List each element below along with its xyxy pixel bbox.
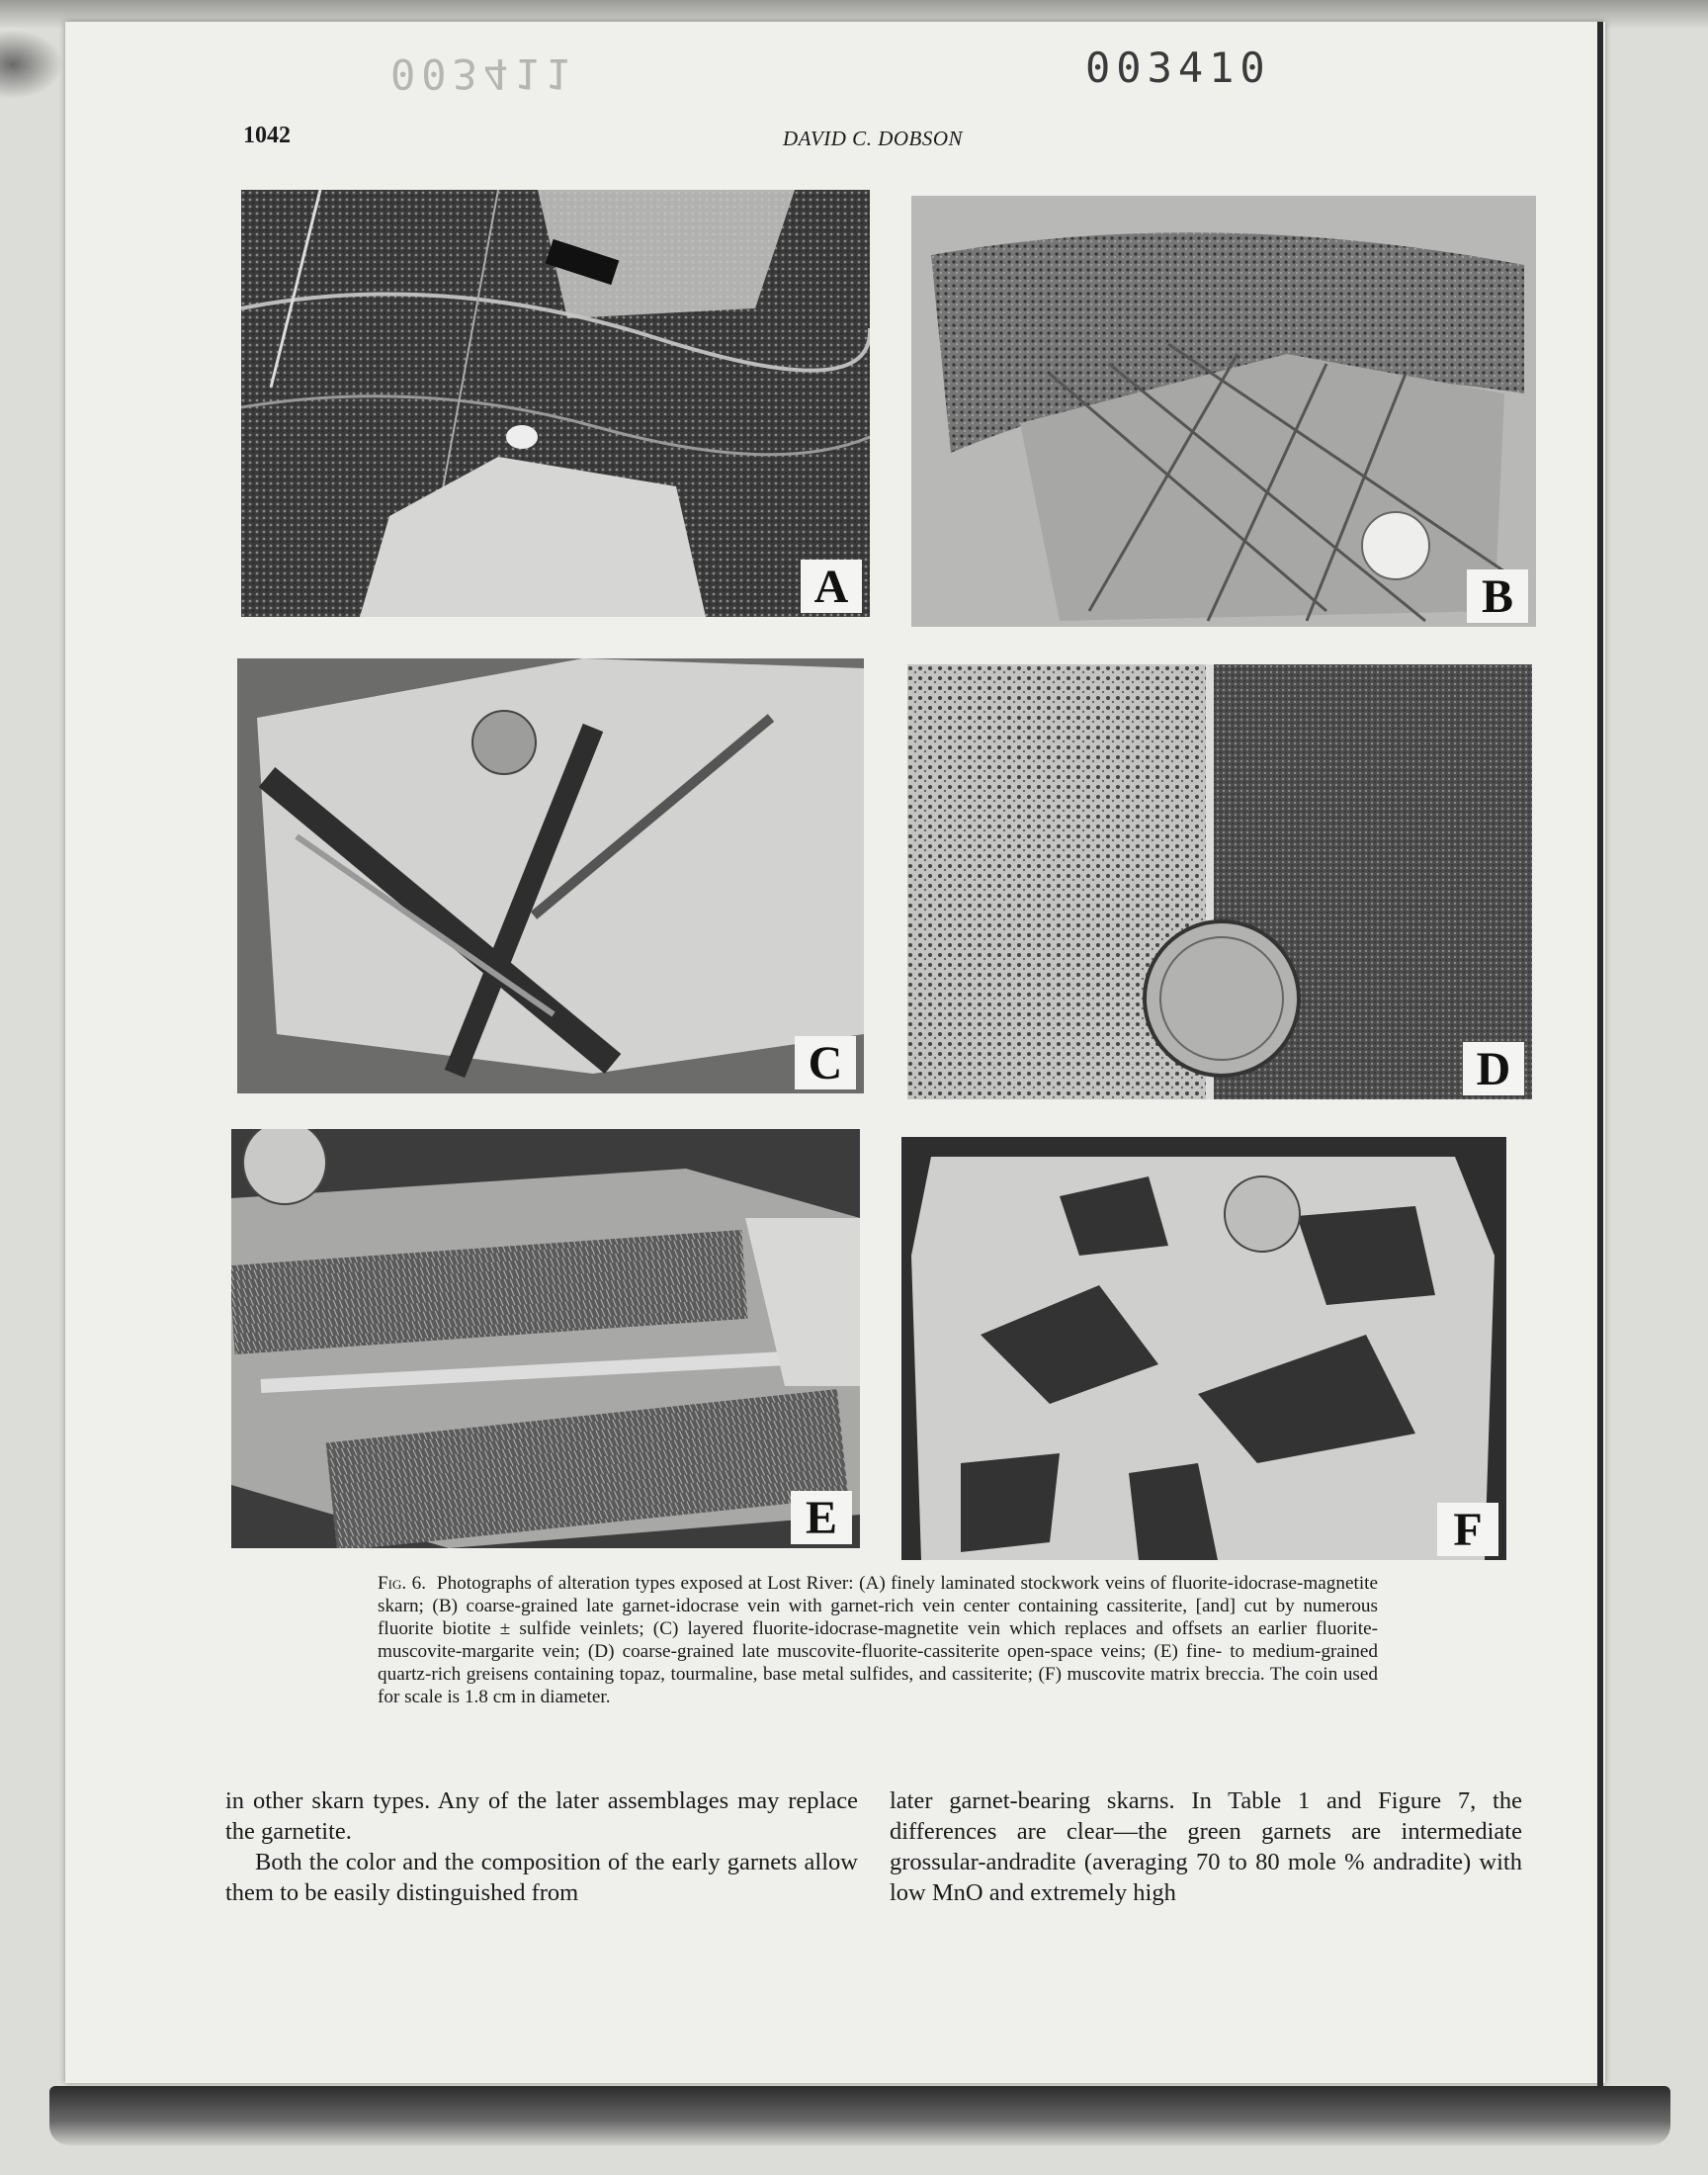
body-column-left (225, 1785, 858, 1908)
photo-panel-a (241, 190, 870, 617)
body-column-right (890, 1785, 1522, 1908)
panel-label-b: B (1467, 569, 1528, 623)
bleed-through-stamp: 003411 (390, 49, 576, 98)
panel-label-c: C (795, 1036, 856, 1089)
panel-label-a: A (801, 560, 862, 613)
photo-panel-d (907, 664, 1532, 1099)
panel-label-e: E (791, 1491, 852, 1544)
figure-caption-text: Photographs of alteration types exposed at Lost River: (A) finely laminated stockwork veins of fluorite-idocrase-magnetite skarn; (B) coarse-grained late garnet-idocrase vein with garnet-rich vein center containing cassiterite, [and] cut by numerous fluorite biotite ± sulfide veinlets; (C) layered fluorite-idocrase-magnetite vein which replaces and offsets an earlier fluorite-muscovite-margarite vein; (D) coarse-grained late muscovite-fluorite-cassiterite open-space veins; (E) fine- to medium-grained quartz-rich greisens containing topaz, tourmaline, base metal sulfides, and cassiterite; (F) muscovite matrix breccia. The coin used for scale is 1.8 cm in diameter. (378, 1573, 1379, 1707)
body-paragraph: Both the color and the composition of the early garnets allow them to be easily distinguished from (225, 1849, 858, 1906)
running-head-author: DAVID C. DOBSON (783, 127, 964, 150)
body-paragraph: in other skarn types. Any of the later assemblages may replace the garnetite. (225, 1787, 858, 1845)
panel-label-f: F (1437, 1503, 1498, 1556)
scan-smudge (0, 30, 63, 99)
body-paragraph: later garnet-bearing skarns. In Table 1 and Figure 7, the differences are clear—the green garnets are intermediate grossular-andradite (averaging 70 to 80 mole % andradite) with low MnO and extremely high (890, 1787, 1522, 1906)
page-number: 1042 (243, 123, 291, 148)
page-right-edge (1597, 22, 1603, 2088)
scan-bottom-shadow (49, 2086, 1670, 2145)
figure-number: Fig. 6. (378, 1573, 427, 1594)
figure-caption (378, 1572, 1378, 1708)
photo-panel-f (901, 1137, 1506, 1560)
document-number-stamp: 003410 (1085, 44, 1271, 92)
photo-panel-c (237, 658, 864, 1093)
panel-label-d: D (1463, 1042, 1524, 1095)
photo-panel-b (911, 196, 1536, 627)
photo-panel-e (231, 1129, 860, 1548)
